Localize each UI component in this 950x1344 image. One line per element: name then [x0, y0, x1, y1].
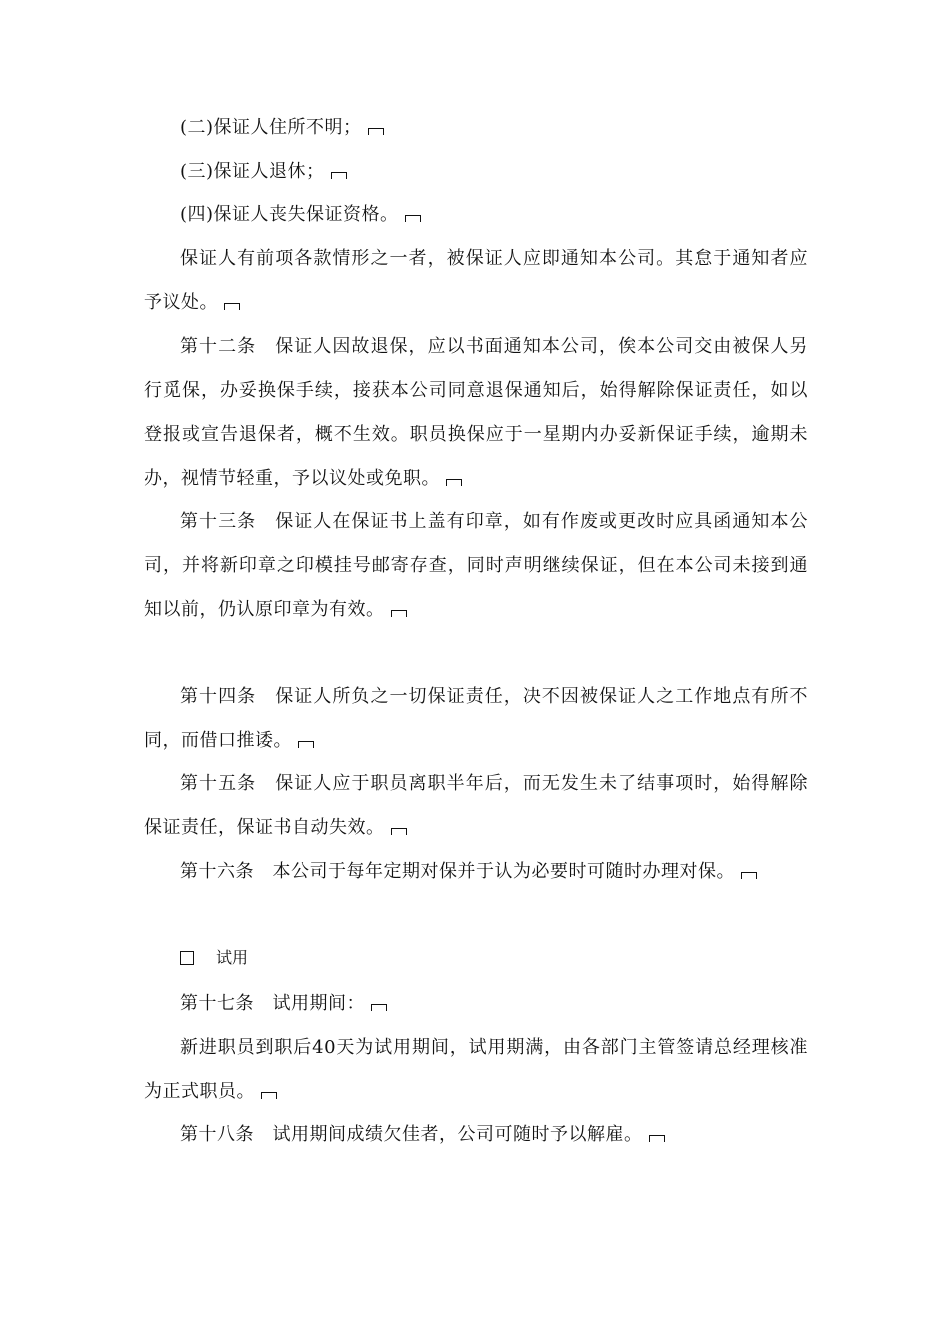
paragraph-return-icon — [331, 172, 347, 179]
paragraph-return-icon — [368, 128, 384, 135]
paragraph-return-icon — [371, 1004, 387, 1011]
paragraph-return-icon — [261, 1092, 277, 1099]
paragraph-return-icon — [298, 741, 314, 748]
paragraph-return-icon — [649, 1135, 665, 1142]
paragraph-return-icon — [405, 215, 421, 222]
checkbox-icon — [180, 951, 194, 965]
paragraph-return-icon — [741, 872, 757, 879]
article-18: 第十八条 试用期间成绩欠佳者，公司可随时予以解雇。 — [144, 1113, 808, 1157]
article-17: 第十七条 试用期间： — [144, 982, 808, 1026]
paragraph-return-icon — [224, 303, 240, 310]
article-16: 第十六条 本公司于每年定期对保并于认为必要时可随时办理对保。 — [144, 850, 808, 894]
article-12: 第十二条 保证人因故退保，应以书面通知本公司，俟本公司交由被保人另行觅保，办妥换保手续，接获本公司同意退保通知后，始得解除保证责任，如以登报或宣告退保者，概不生效。职员换保应于一星期内办妥新保证手续，逾期未办，视情节轻重，予以议处或免职。 — [144, 336, 808, 489]
paragraph: (二)保证人住所不明； — [144, 106, 808, 150]
paragraph: 新进职员到职后40天为试用期间，试用期满，由各部门主管签请总经理核准为正式职员。 — [144, 1037, 808, 1102]
section-heading — [180, 946, 248, 970]
paragraph: (四)保证人丧失保证资格。 — [144, 193, 808, 237]
paragraph: (三)保证人退休； — [144, 150, 808, 194]
article-13: 第十三条 保证人在保证书上盖有印章，如有作废或更改时应具函通知本公司，并将新印章之印模挂号邮寄存查，同时声明继续保证，但在本公司未接到通知以前，仍认原印章为有效。 — [144, 511, 808, 620]
paragraph-return-icon — [391, 610, 407, 617]
paragraph-return-icon — [446, 479, 462, 486]
paragraph: 保证人有前项各款情形之一者，被保证人应即通知本公司。其怠于通知者应予议处。 — [144, 248, 808, 313]
article-15: 第十五条 保证人应于职员离职半年后，而无发生未了结事项时，始得解除保证责任，保证书自动失效。 — [144, 773, 808, 838]
article-14: 第十四条 保证人所负之一切保证责任，决不因被保证人之工作地点有所不同，而借口推诿。 — [144, 686, 808, 751]
section-title: 试用 — [216, 948, 249, 967]
paragraph-return-icon — [391, 828, 407, 835]
